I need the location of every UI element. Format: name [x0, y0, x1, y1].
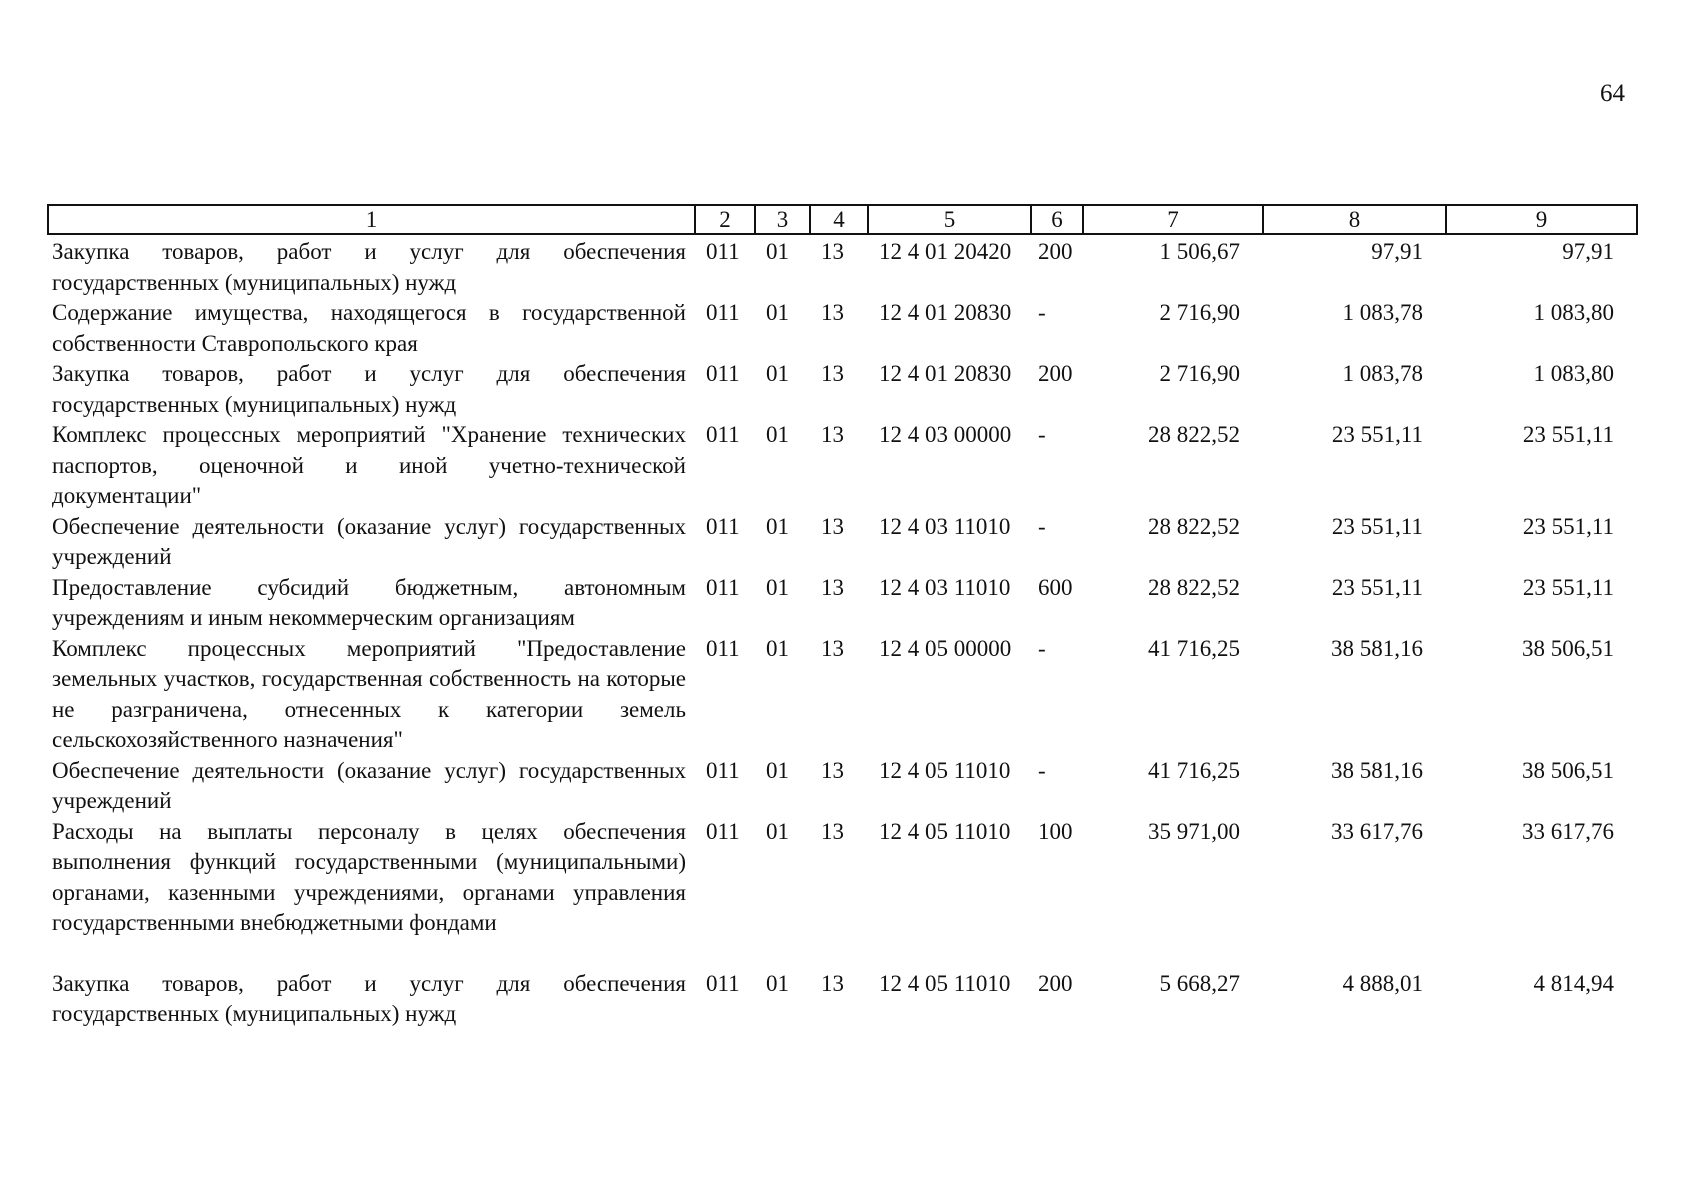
cell-col3: 01 — [766, 757, 789, 783]
cell-col5: 12 4 01 20830 — [879, 300, 1012, 325]
cell-col8: 97,91 — [1371, 239, 1423, 264]
cell-col2: 011 — [706, 239, 740, 264]
item-name: Комплекс процессных мероприятий "Хранение технических паспортов, оценочной и иной учетно-технической документации" — [52, 422, 686, 508]
cell-col3: 01 — [766, 422, 789, 447]
cell-col7: 35 971,00 — [1148, 818, 1240, 844]
cell-col7: 28 822,52 — [1148, 574, 1240, 600]
header-cell: 4 — [810, 205, 868, 234]
cell-col8: 38 581,16 — [1331, 635, 1423, 661]
item-name: Закупка товаров, работ и услуг для обеспечения государственных (муниципальных) нужд — [52, 970, 686, 1026]
cell-col9: 23 551,11 — [1522, 513, 1614, 539]
page-number: 64 — [1600, 80, 1625, 107]
cell-col7: 2 716,90 — [1159, 300, 1240, 325]
cell-col2: 011 — [706, 757, 740, 783]
item-name: Закупка товаров, работ и услуг для обеспечения государственных (муниципальных) нужд — [52, 239, 686, 295]
cell-col2: 011 — [706, 574, 740, 600]
cell-col8: 23 551,11 — [1331, 513, 1423, 539]
cell-col5: 12 4 03 11010 — [879, 574, 1011, 600]
cell-col9: 23 551,11 — [1522, 422, 1614, 447]
cell-col5: 12 4 05 11010 — [879, 757, 1011, 783]
cell-col6: - — [1038, 635, 1046, 661]
header-cell: 5 — [868, 205, 1031, 234]
table-row — [47, 512, 1636, 573]
item-name: Расходы на выплаты персоналу в целях обеспечения выполнения функций государственными (муниципальными) органами, казенными учреждениями, органами управления государственными внебюджетными фондами — [52, 818, 686, 935]
cell-col8: 4 888,01 — [1342, 970, 1423, 996]
cell-col3: 01 — [766, 635, 789, 661]
cell-col2: 011 — [706, 818, 740, 844]
item-name: Закупка товаров, работ и услуг для обеспечения государственных (муниципальных) нужд — [52, 361, 686, 417]
cell-col6: 100 — [1038, 818, 1073, 844]
item-name: Обеспечение деятельности (оказание услуг) государственных учреждений — [52, 757, 686, 813]
table-row — [47, 573, 1636, 634]
cell-col4: 13 — [821, 970, 844, 996]
cell-col4: 13 — [821, 818, 844, 844]
item-name: Обеспечение деятельности (оказание услуг) государственных учреждений — [52, 513, 686, 569]
cell-col6: - — [1038, 300, 1046, 325]
cell-col3: 01 — [766, 818, 789, 844]
cell-col7: 2 716,90 — [1159, 361, 1240, 386]
table-header — [47, 204, 1638, 235]
header-cell: 2 — [695, 205, 755, 234]
cell-col2: 011 — [706, 635, 740, 661]
spacer-row — [47, 939, 1636, 969]
cell-col8: 1 083,78 — [1342, 300, 1423, 325]
cell-col9: 23 551,11 — [1522, 574, 1614, 600]
cell-col9: 1 083,80 — [1533, 361, 1614, 386]
table-row — [47, 359, 1636, 420]
cell-col5: 12 4 05 11010 — [879, 970, 1011, 996]
cell-col3: 01 — [766, 300, 789, 325]
cell-col2: 011 — [706, 970, 740, 996]
cell-col4: 13 — [821, 300, 844, 325]
table-row — [47, 634, 1636, 756]
cell-col6: - — [1038, 757, 1046, 783]
cell-col2: 011 — [706, 422, 740, 447]
table-row — [47, 756, 1636, 817]
cell-col5: 12 4 01 20420 — [879, 239, 1012, 264]
cell-col6: 200 — [1038, 970, 1073, 996]
item-name: Содержание имущества, находящегося в государственной собственности Ставропольского края — [52, 300, 686, 356]
table-body — [47, 237, 1636, 1030]
table-row — [47, 817, 1636, 939]
cell-col9: 38 506,51 — [1522, 635, 1614, 661]
cell-col5: 12 4 03 11010 — [879, 513, 1011, 539]
cell-col4: 13 — [821, 513, 844, 539]
cell-col2: 011 — [706, 513, 740, 539]
cell-col9: 1 083,80 — [1533, 300, 1614, 325]
cell-col6: 200 — [1038, 361, 1073, 386]
cell-col9: 33 617,76 — [1522, 818, 1614, 844]
cell-col2: 011 — [706, 361, 740, 386]
cell-col3: 01 — [766, 970, 789, 996]
cell-col7: 1 506,67 — [1159, 239, 1240, 264]
header-cell: 7 — [1083, 205, 1263, 234]
item-name: Предоставление субсидий бюджетным, автономным учреждениям и иным некоммерческим организациям — [52, 574, 686, 630]
cell-col9: 38 506,51 — [1522, 757, 1614, 783]
cell-col3: 01 — [766, 574, 789, 600]
cell-col8: 33 617,76 — [1331, 818, 1423, 844]
cell-col4: 13 — [821, 635, 844, 661]
table-row — [47, 237, 1636, 298]
item-name: Комплекс процессных мероприятий "Предоставление земельных участков, государственная собственность на которые не разграничена, отнесенных к категории земель сельскохозяйственного назначения" — [52, 635, 686, 752]
cell-col7: 5 668,27 — [1159, 970, 1240, 996]
cell-col4: 13 — [821, 757, 844, 783]
cell-col7: 28 822,52 — [1148, 422, 1240, 447]
budget-table — [47, 237, 1636, 1030]
cell-col7: 41 716,25 — [1148, 757, 1240, 783]
table-row — [47, 420, 1636, 512]
cell-col5: 12 4 05 11010 — [879, 818, 1011, 844]
cell-col4: 13 — [821, 422, 844, 447]
cell-col9: 4 814,94 — [1533, 970, 1614, 996]
cell-col3: 01 — [766, 239, 789, 264]
cell-col4: 13 — [821, 361, 844, 386]
cell-col8: 1 083,78 — [1342, 361, 1423, 386]
cell-col5: 12 4 01 20830 — [879, 361, 1012, 386]
header-cell: 8 — [1263, 205, 1446, 234]
cell-col8: 23 551,11 — [1331, 574, 1423, 600]
cell-col7: 41 716,25 — [1148, 635, 1240, 661]
cell-col5: 12 4 03 00000 — [879, 422, 1012, 447]
cell-col8: 23 551,11 — [1331, 422, 1423, 447]
cell-col6: - — [1038, 513, 1046, 539]
cell-col8: 38 581,16 — [1331, 757, 1423, 783]
cell-col6: - — [1038, 422, 1046, 447]
cell-col3: 01 — [766, 361, 789, 386]
cell-col7: 28 822,52 — [1148, 513, 1240, 539]
spacer-cell — [47, 939, 1636, 969]
cell-col9: 97,91 — [1562, 239, 1614, 264]
header-cell: 1 — [48, 205, 695, 234]
cell-col2: 011 — [706, 300, 740, 325]
header-cell: 6 — [1031, 205, 1083, 234]
table-row — [47, 298, 1636, 359]
table-row — [47, 969, 1636, 1030]
cell-col4: 13 — [821, 574, 844, 600]
cell-col3: 01 — [766, 513, 789, 539]
header-cell: 3 — [755, 205, 810, 234]
cell-col4: 13 — [821, 239, 844, 264]
header-row — [48, 205, 1637, 234]
cell-col6: 600 — [1038, 574, 1073, 600]
cell-col5: 12 4 05 00000 — [879, 635, 1012, 661]
cell-col6: 200 — [1038, 239, 1073, 264]
header-cell: 9 — [1446, 205, 1637, 234]
